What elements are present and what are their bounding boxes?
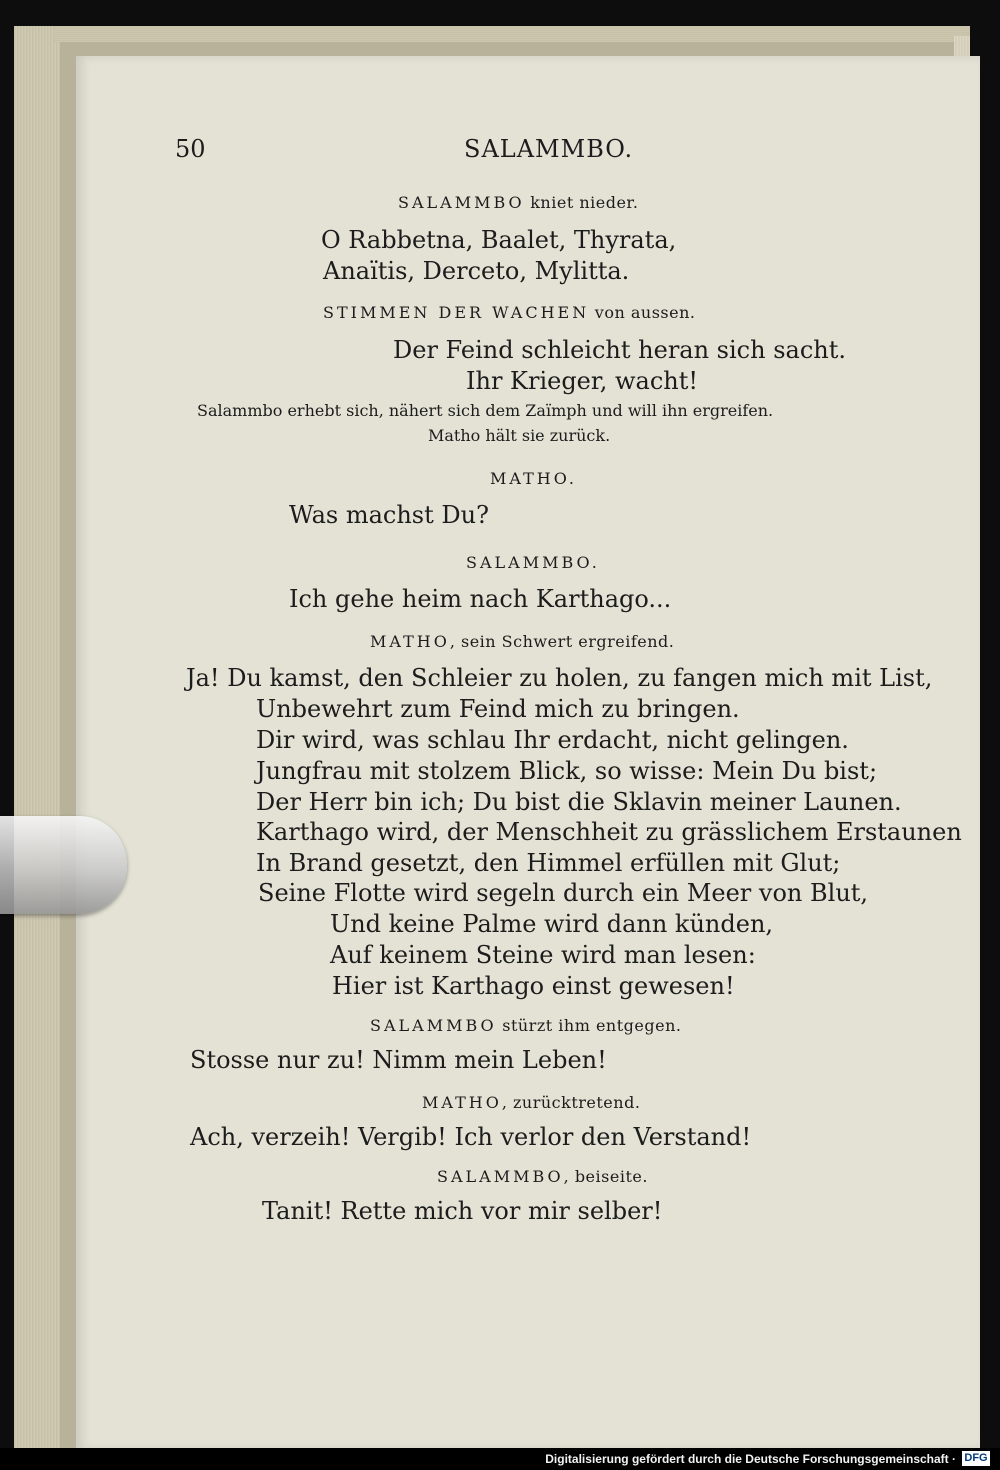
- verse-line: Jungfrau mit stolzem Blick, so wisse: Mein Du bist;: [256, 757, 878, 785]
- verse-line: Anaïtis, Derceto, Mylitta.: [323, 257, 630, 285]
- verse-line: Karthago wird, der Menschheit zu grässlichem Erstaunen: [256, 818, 962, 846]
- verse-line: Hier ist Karthago einst gewesen!: [332, 972, 735, 1000]
- verse-line: Auf keinem Steine wird man lesen:: [330, 941, 756, 969]
- speaker-cue: MATHO.: [490, 469, 577, 488]
- dfg-logo: DFG: [962, 1451, 990, 1466]
- speaker-cue: MATHO, zurücktretend.: [422, 1093, 641, 1112]
- running-title: SALAMMBO.: [464, 135, 634, 163]
- speaker-cue: SALAMMBO kniet nieder.: [398, 193, 639, 212]
- stage-direction: Salammbo erhebt sich, nähert sich dem Zaïmph und will ihn ergreifen.: [197, 401, 774, 420]
- digitization-footer: [0, 1448, 1000, 1470]
- speaker-cue: STIMMEN DER WACHEN von aussen.: [323, 303, 696, 322]
- verse-line: Ja! Du kamst, den Schleier zu holen, zu fangen mich mit List,: [186, 664, 933, 692]
- speaker-cue: SALAMMBO, beiseite.: [437, 1167, 648, 1186]
- stage-direction: Matho hält sie zurück.: [428, 426, 611, 445]
- verse-line: O Rabbetna, Baalet, Thyrata,: [321, 226, 677, 254]
- verse-line: Was machst Du?: [289, 501, 489, 529]
- verse-line: Dir wird, was schlau Ihr erdacht, nicht gelingen.: [256, 726, 849, 754]
- verse-line: Der Feind schleicht heran sich sacht.: [393, 336, 846, 364]
- verse-line: Unbewehrt zum Feind mich zu bringen.: [256, 695, 740, 723]
- speaker-cue: SALAMMBO.: [466, 553, 600, 572]
- verse-line: Ich gehe heim nach Karthago...: [289, 585, 672, 613]
- verse-line: Tanit! Rette mich vor mir selber!: [262, 1197, 663, 1225]
- verse-line: Der Herr bin ich; Du bist die Sklavin meiner Launen.: [256, 788, 902, 816]
- page-number: 50: [175, 135, 206, 163]
- verse-line: Stosse nur zu! Nimm mein Leben!: [190, 1046, 607, 1074]
- verse-line: Und keine Palme wird dann künden,: [330, 910, 774, 938]
- speaker-cue: MATHO, sein Schwert ergreifend.: [370, 632, 675, 651]
- verse-line: In Brand gesetzt, den Himmel erfüllen mit Glut;: [256, 849, 841, 877]
- page-edges-top: [54, 26, 970, 42]
- speaker-cue: SALAMMBO stürzt ihm entgegen.: [370, 1016, 682, 1035]
- page-edges-left: [14, 26, 60, 1450]
- verse-line: Ach, verzeih! Vergib! Ich verlor den Verstand!: [190, 1123, 752, 1151]
- verse-line: Seine Flotte wird segeln durch ein Meer von Blut,: [258, 879, 869, 907]
- page-clip: [0, 816, 127, 914]
- footer-credit: Digitalisierung gefördert durch die Deutsche Forschungsgemeinschaft ·: [545, 1452, 956, 1466]
- verse-line: Ihr Krieger, wacht!: [466, 367, 699, 395]
